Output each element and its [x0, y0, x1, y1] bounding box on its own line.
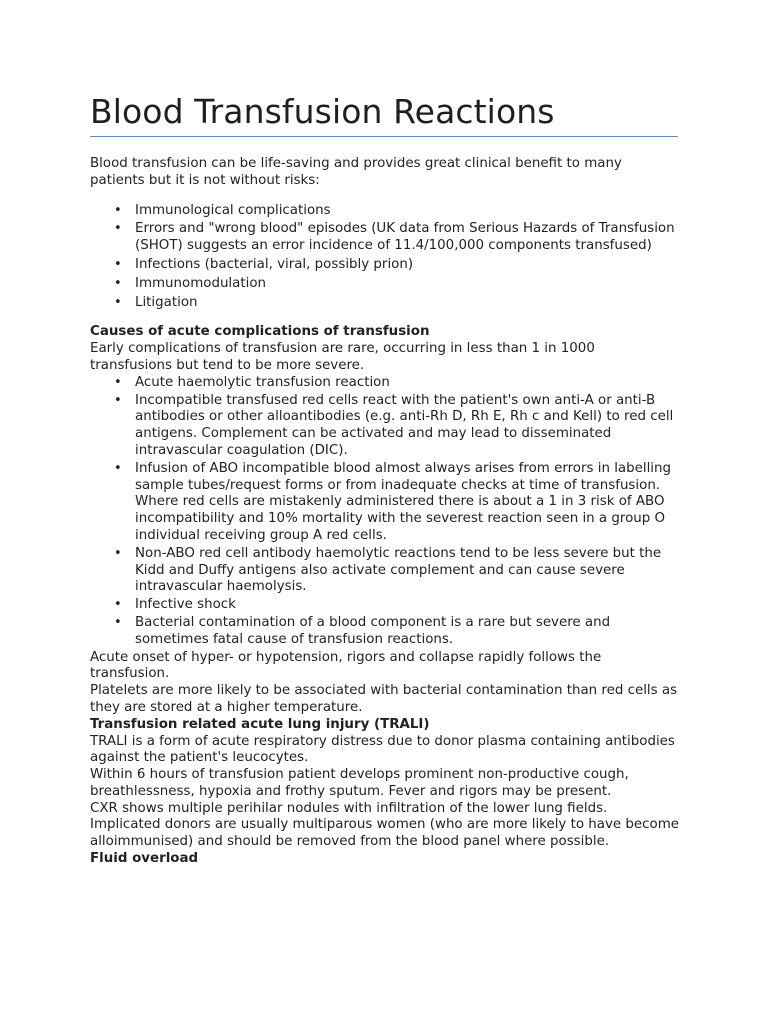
document-body	[90, 91, 680, 868]
causes-list	[90, 375, 680, 649]
list-item: • Infusion of ABO incompatible blood almost always arises from errors in labelling sample tubes/request forms or from inadequate checks at time of transfusion. Where red cells are mistakenly administered there is about a 1 in 3 risk of ABO incompatibility and 10% mortality with the severest reaction seen in a group O individual receiving group A red cells.	[90, 461, 680, 545]
list-item: • Incompatible transfused red cells react with the patient's own anti-A or anti-B antibodies or other alloantibodies (e.g. anti-Rh D, Rh E, Rh c and Kell) to red cell antigens. Complement can be activated and may lead to disseminated intravascular coagulation (DIC).	[90, 393, 680, 460]
list-item: • Non-ABO red cell antibody haemolytic reactions tend to be less severe but the Kidd and Duffy antigens also activate complement and can cause severe intravascular haemolysis.	[90, 546, 680, 596]
list-item: • Bacterial contamination of a blood component is a rare but severe and sometimes fatal cause of transfusion reactions.	[90, 615, 680, 649]
list-item: • Errors and "wrong blood" episodes (UK data from Serious Hazards of Transfusion (SHOT) suggests an error incidence of 11.4/100,000 components transfused)	[90, 221, 680, 255]
trali-paragraph-3: CXR shows multiple perihilar nodules with infiltration of the lower lung fields.	[90, 800, 608, 816]
trali-paragraph-4: Implicated donors are usually multiparous women (who are more likely to have become alloimmunised) and should be removed from the blood panel where possible.	[90, 817, 679, 850]
causes-intro: Early complications of transfusion are rare, occurring in less than 1 in 1000 transfusions but tend to be more severe.	[90, 341, 595, 373]
title-divider	[90, 136, 678, 137]
list-item: • Infective shock	[90, 597, 680, 614]
section-heading-fluid-overload: Fluid overload	[90, 851, 199, 867]
shock-paragraph-2: Platelets are more likely to be associated with bacterial contamination than red cells as they are stored at a higher temperature.	[90, 683, 678, 715]
page-title: Blood Transfusion Reactions	[90, 92, 555, 131]
list-item: • Acute haemolytic transfusion reaction	[90, 375, 680, 392]
section-heading-causes: Causes of acute complications of transfusion	[90, 324, 430, 340]
trali-paragraph-1: TRALI is a form of acute respiratory distress due to donor plasma containing antibodies against the patient's leucocytes.	[90, 733, 675, 766]
list-item: • Litigation	[90, 295, 680, 312]
trali-paragraph-2: Within 6 hours of transfusion patient develops prominent non-productive cough, breathlessness, hypoxia and frothy sputum. Fever and rigors may be present.	[90, 767, 629, 799]
list-item: • Infections (bacterial, viral, possibly prion)	[90, 257, 680, 274]
list-item: • Immunomodulation	[90, 276, 680, 293]
shock-paragraph-1: Acute onset of hyper- or hypotension, rigors and collapse rapidly follows the transfusion.	[90, 649, 602, 682]
section-heading-trali: Transfusion related acute lung injury (TRALI)	[90, 716, 430, 732]
risk-list	[90, 203, 680, 312]
intro-paragraph: Blood transfusion can be life-saving and provides great clinical benefit to many patients but it is not without risks:	[90, 156, 622, 188]
list-item: • Immunological complications	[90, 203, 680, 220]
